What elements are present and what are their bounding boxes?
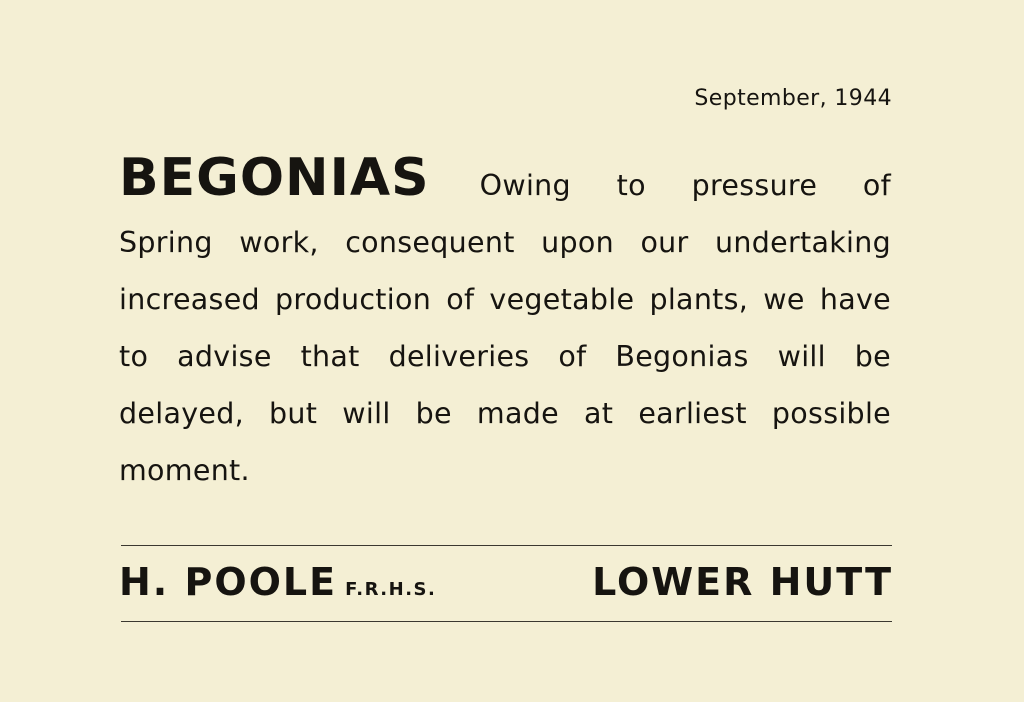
date-line: September, 1944 [694,86,892,111]
divider-bottom [121,621,892,622]
message-body [119,150,891,499]
sender-name: H. POOLE [119,560,338,604]
divider-top [121,545,892,546]
sender [119,560,436,604]
sender-location: LOWER HUTT [592,560,893,604]
headline: BEGONIAS [119,148,430,208]
message-text: Owing to pressure of Spring work, consequent upon our undertaking increased production of vegetable plants, we have to advise that deliveries of Begonias will be delayed, but will be made at earliest possible moment. [119,169,891,487]
sender-qualification: F.R.H.S. [345,579,437,600]
footer [119,556,893,612]
